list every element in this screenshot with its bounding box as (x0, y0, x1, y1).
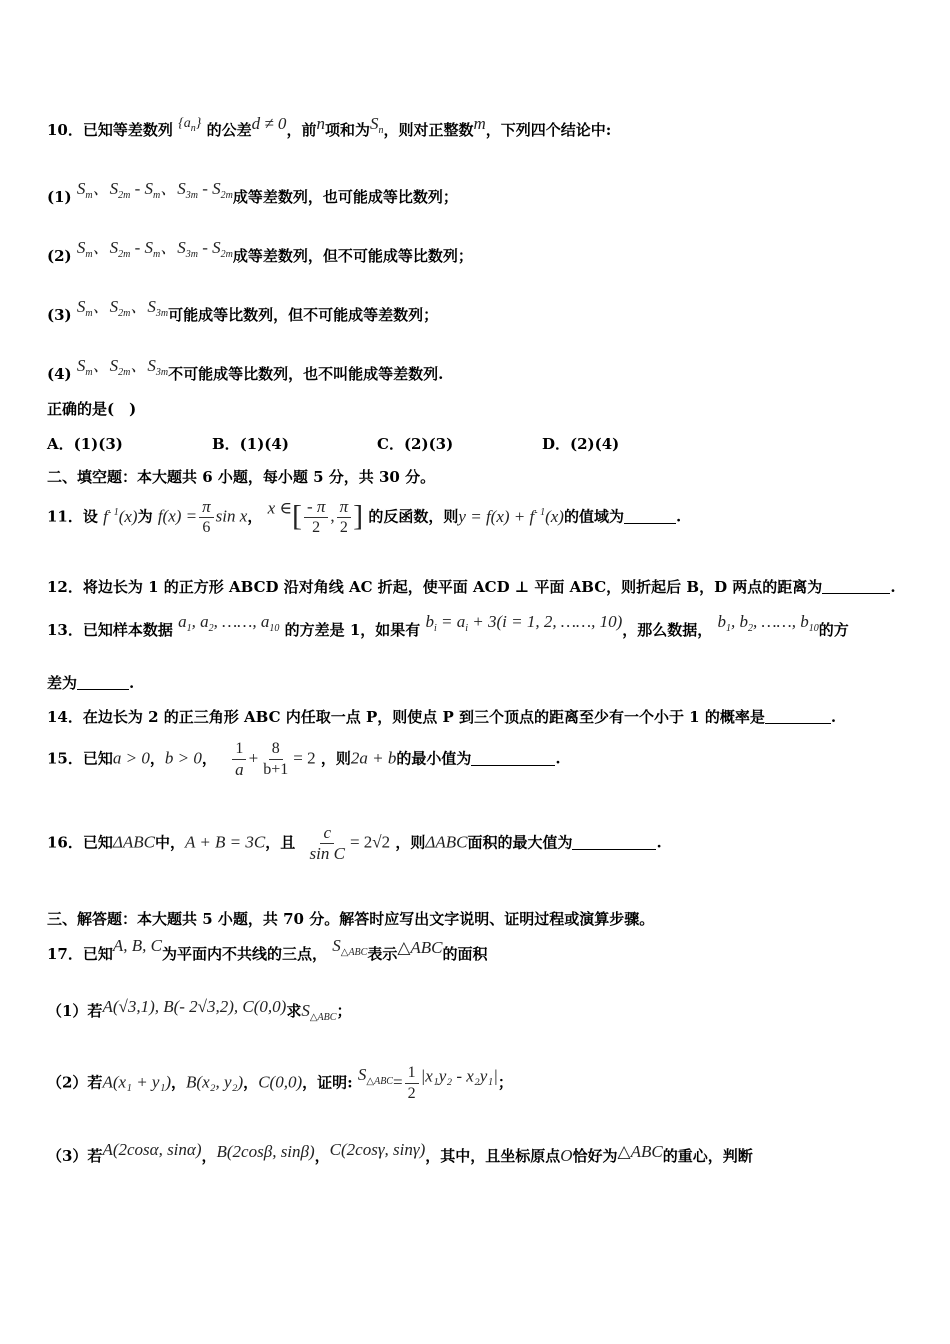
q10-statement-1: (1) $S_m$、$S_{2m} - S_m$、$S_{3m} - S_{2m}$成等差数列，也可能成等比数列； (47, 179, 458, 206)
q12: 12．将边长为 1 的正方形 ABCD 沿对角线 AC 折起，使平面 ACD ⊥ 平面 ABC，则折起后 B，D 两点的距离为 . (47, 578, 896, 596)
option-b[interactable]: B．(1)(4) (212, 435, 289, 453)
q10-question: 正确的是( ) (47, 400, 137, 418)
q17-stem: 17．已知A, B, C为平面内不共线的三点， $S_{\triangle ABC}$表示△ABC的面积 (47, 936, 488, 963)
q13: 13．已知样本数据 $a_1$, $a_2$, ……, $a_{10}$ 的方差是 1，如果有 $b_i = a_i + 3(i = 1$, 2, ……, 10)，那么数据， $b_1$, $b_2$, ……, $b_{10}$的方 (47, 612, 849, 639)
section-solution-heading: 三、解答题：本大题共 5 小题，共 70 分。解答时应写出文字说明、证明过程或演算步骤。 (47, 910, 655, 928)
q10-statement-3: (3) $S_m$、$S_{2m}$、$S_{3m}$可能成等比数列，但不可能成等差数列； (47, 297, 439, 324)
q16: 16．已知ΔABC中，A + B = 3C，且 $\frac{c}{\text{sin C}}$ = 2√2 ，则ΔABC面积的最大值为 . (47, 823, 662, 863)
option-a[interactable]: A．(1)(3) (47, 435, 123, 453)
section-fill-in-heading: 二、填空题：本大题共 6 小题，每小题 5 分，共 30 分。 (47, 468, 436, 486)
q10-statement-4: (4) $S_m$、$S_{2m}$、$S_{3m}$不可能成等比数列，也不叫能成等差数列. (47, 356, 444, 383)
q16-answer-blank[interactable] (572, 835, 656, 850)
q14-answer-blank[interactable] (765, 709, 831, 724)
q15: 15．已知a > 0，b > 0， $\frac{1}{a}$ + $\frac{8}{b+1}$ = 2 ，则2a + b的最小值为 . (47, 740, 561, 779)
q13-answer-blank[interactable] (77, 675, 129, 690)
q15-answer-blank[interactable] (471, 751, 555, 766)
q10-stem: 10．已知等差数列 $\{a_n\}$ 的公差d ≠ 0，前n项和为$S_n$，则对正整数m，下列四个结论中: (47, 114, 612, 139)
q17-part-2: （2）若A(x₁ + y₁)，B(x₂, y₂)，C(0,0)，证明: $S_{\triangle ABC}=$ $\frac{1}{2}$ |x₁y₂ - x₂y₁|； (47, 1064, 513, 1102)
q12-answer-blank[interactable] (822, 579, 890, 594)
option-d[interactable]: D．(2)(4) (542, 435, 620, 453)
q11-answer-blank[interactable] (624, 509, 676, 524)
q14: 14．在边长为 2 的正三角形 ABC 内任取一点 P，则使点 P 到三个顶点的距离至少有一个小于 1 的概率是 . (47, 708, 837, 726)
q11: 11．设 $f^{- 1}(x)$为 f(x) = $\frac{\pi}{6}$ sin x， x ∈[ $\frac{- \pi}{2}$ , $\frac{\pi}{2}$ ] 的反函数，则$y = f(x) + f^{- 1}(x)$的值域为 . (47, 497, 682, 536)
q13-continued: 差为 . (47, 674, 135, 692)
q17-part-1: （1）若A(√3,1), B(- 2√3,2), C(0,0)求$S_{\triangle ABC}$； (47, 997, 352, 1023)
q10-options (47, 433, 747, 453)
q10-statement-2: (2) $S_m$、$S_{2m} - S_m$、$S_{3m} - S_{2m}$成等差数列，但不可能成等比数列； (47, 238, 473, 265)
q17-part-3: （3）若A(2cosα, sinα)，B(2cosβ, sinβ)，C(2cosγ, sinγ)，其中，且坐标原点O恰好为△ABC的重心，判断 (47, 1140, 753, 1165)
option-c[interactable]: C．(2)(3) (377, 435, 454, 453)
